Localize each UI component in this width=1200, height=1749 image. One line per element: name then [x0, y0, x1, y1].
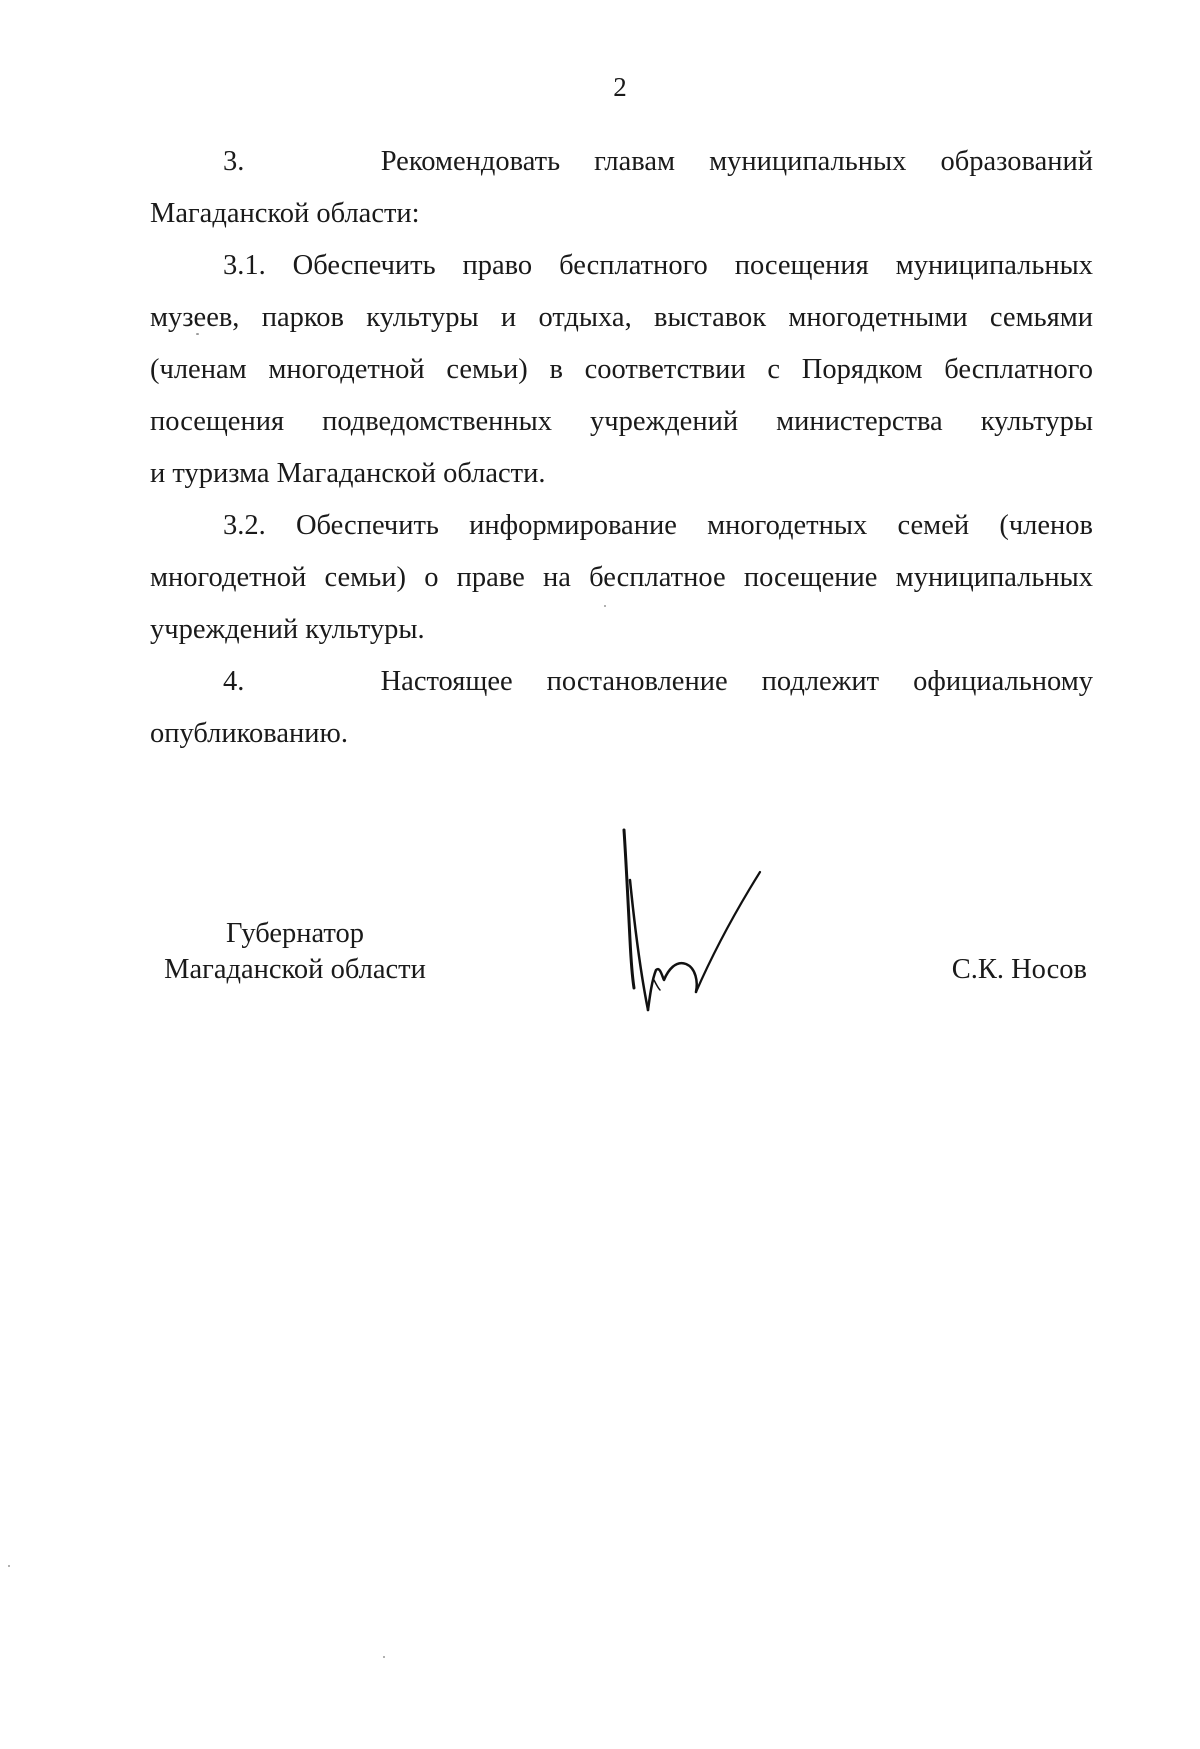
- paragraph-3-2: [150, 500, 1093, 656]
- signer-name: С.К. Носов: [951, 954, 1087, 985]
- signer-title-line-1: Губернатор: [225, 918, 365, 949]
- signer-title: [150, 916, 440, 988]
- signer-title-line-2: Магаданской области: [164, 954, 426, 985]
- scan-speck: [8, 1565, 10, 1567]
- document-body: [150, 136, 1093, 760]
- paragraph-3-2-line-1: 3.2. Обеспечить информирование многодетных семей (членов: [223, 510, 1093, 541]
- paragraph-3-1-line-1: 3.1. Обеспечить право бесплатного посещения муниципальных: [223, 250, 1093, 281]
- paragraph-3-2-line-3: учреждений культуры.: [150, 614, 425, 645]
- handwritten-signature: [610, 820, 790, 1020]
- scan-speck: [604, 605, 606, 607]
- scan-speck: [196, 333, 199, 335]
- paragraph-4-line-1: 4. Настоящее постановление подлежит официальному: [223, 666, 1093, 697]
- paragraph-3-1-line-2: музеев, парков культуры и отдыха, выставок многодетными семьями: [150, 302, 1093, 333]
- paragraph-4: [150, 656, 1093, 760]
- paragraph-3-line-2: Магаданской области:: [150, 198, 420, 229]
- scan-speck: [383, 1656, 385, 1658]
- paragraph-3-1-line-4: посещения подведомственных учреждений министерства культуры: [150, 406, 1093, 437]
- paragraph-4-line-2: опубликованию.: [150, 718, 348, 749]
- paragraph-3-line-1: 3. Рекомендовать главам муниципальных образований: [223, 146, 1093, 177]
- paragraph-3-1-line-3: (членам многодетной семьи) в соответствии с Порядком бесплатного: [150, 354, 1093, 385]
- paragraph-3-1-line-5: и туризма Магаданской области.: [150, 458, 546, 489]
- paragraph-3-2-line-2: многодетной семьи) о праве на бесплатное посещение муниципальных: [150, 562, 1093, 593]
- paragraph-3: [150, 136, 1093, 240]
- paragraph-3-1: [150, 240, 1093, 500]
- page-number: 2: [613, 72, 627, 102]
